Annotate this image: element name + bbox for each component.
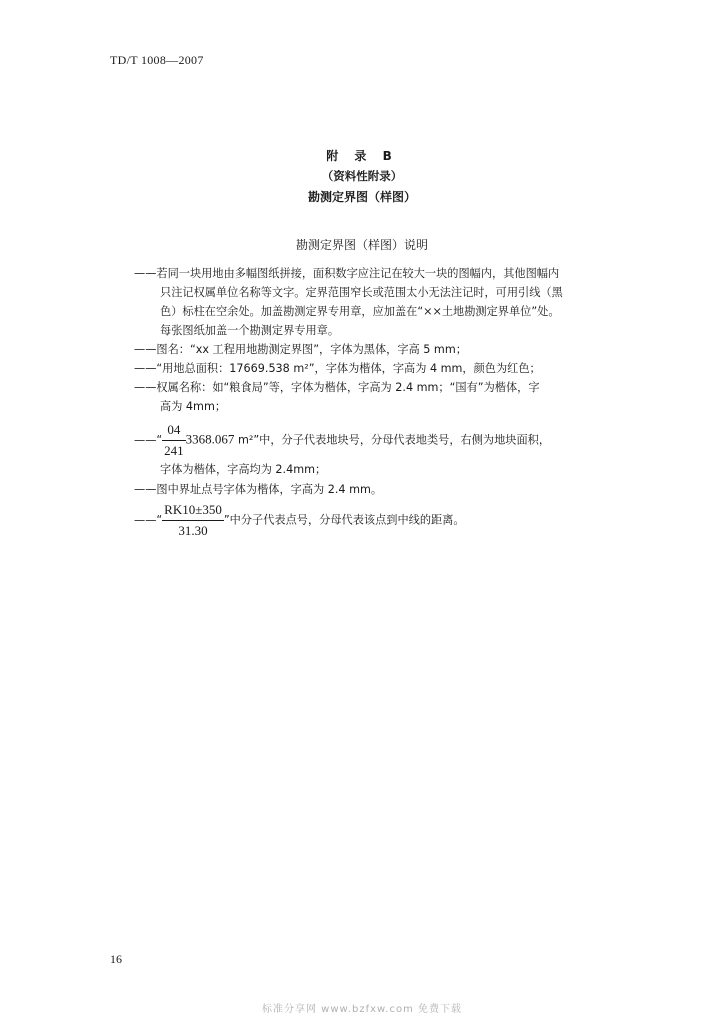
item3-text: “用地总面积：17669.538 m²”，字体为楷体，字高为 4 mm，颜色为红色； [156,362,541,375]
parcel-fraction [162,422,186,459]
standard-code: TD/T 1008—2007 [110,53,204,67]
item3-line [134,359,632,378]
item7-open-quote: “ [156,513,163,527]
appendix-title: 附 录 B [326,149,398,163]
point-number: RK10±350 [162,502,224,521]
item2-line [134,340,632,359]
item1-text: 若同一块用地由多幅图纸拼接，面积数字应注记在较大一块的图幅内，其他图幅内 [156,267,560,280]
item5-rest: m²”中，分子代表地块号，分母代表地类号，右侧为地块面积， [234,433,551,447]
item-dash: —— [134,483,157,496]
item5-line1 [134,422,632,459]
section-title: 勘测定界图（样图）说明 [295,238,428,252]
item4-text: 权属名称：如“粮食局”等，字体为楷体，字高为 2.4 mm；“国有”为楷体，字 [156,381,540,394]
item1-line4: 每张图纸加盖一个勘测定界专用章。 [160,324,340,337]
page-number: 16 [110,952,122,966]
item-dash: —— [134,343,157,356]
parcel-number: 04 [162,422,186,441]
item-dash: —— [134,513,157,527]
item-dash: —— [134,362,157,375]
item6-text: 图中界址点号字体为楷体，字高为 2.4 mm。 [156,483,383,496]
item5-line2: 字体为楷体，字高均为 2.4mm； [160,463,327,476]
appendix-name: 勘测定界图（样图） [307,190,416,204]
watermark: 标准分享网 www.bzfxw.com 免费下载 [262,1004,462,1015]
appendix-type: （资料性附录） [321,169,403,183]
item-dash: —— [134,433,157,447]
item-dash: —— [134,267,157,280]
item7-line [134,502,632,539]
parcel-area: 3368.067 [185,431,235,447]
item4-line1 [134,378,632,397]
point-fraction [162,502,224,539]
item1-line2: 只注记权属单位名称等文字。定界范围窄长或范围太小无法注记时，可用引线（黑 [160,286,563,299]
item6-line [134,480,632,499]
item1-line3: 色）标柱在空余处。加盖勘测定界专用章，应加盖在“××土地勘测定界单位”处。 [160,305,560,318]
item4-line2: 高为 4mm； [160,400,227,413]
item2-text: 图名：“xx 工程用地勘测定界图”，字体为黑体，字高 5 mm； [156,343,467,356]
centerline-distance: 31.30 [178,523,208,538]
item5-open-quote: “ [156,433,163,447]
item1-line1 [134,264,632,283]
item7-rest: ”中分子代表点号，分母代表该点到中线的距离。 [223,513,465,527]
land-class-number: 241 [164,443,184,458]
item-dash: —— [134,381,157,394]
